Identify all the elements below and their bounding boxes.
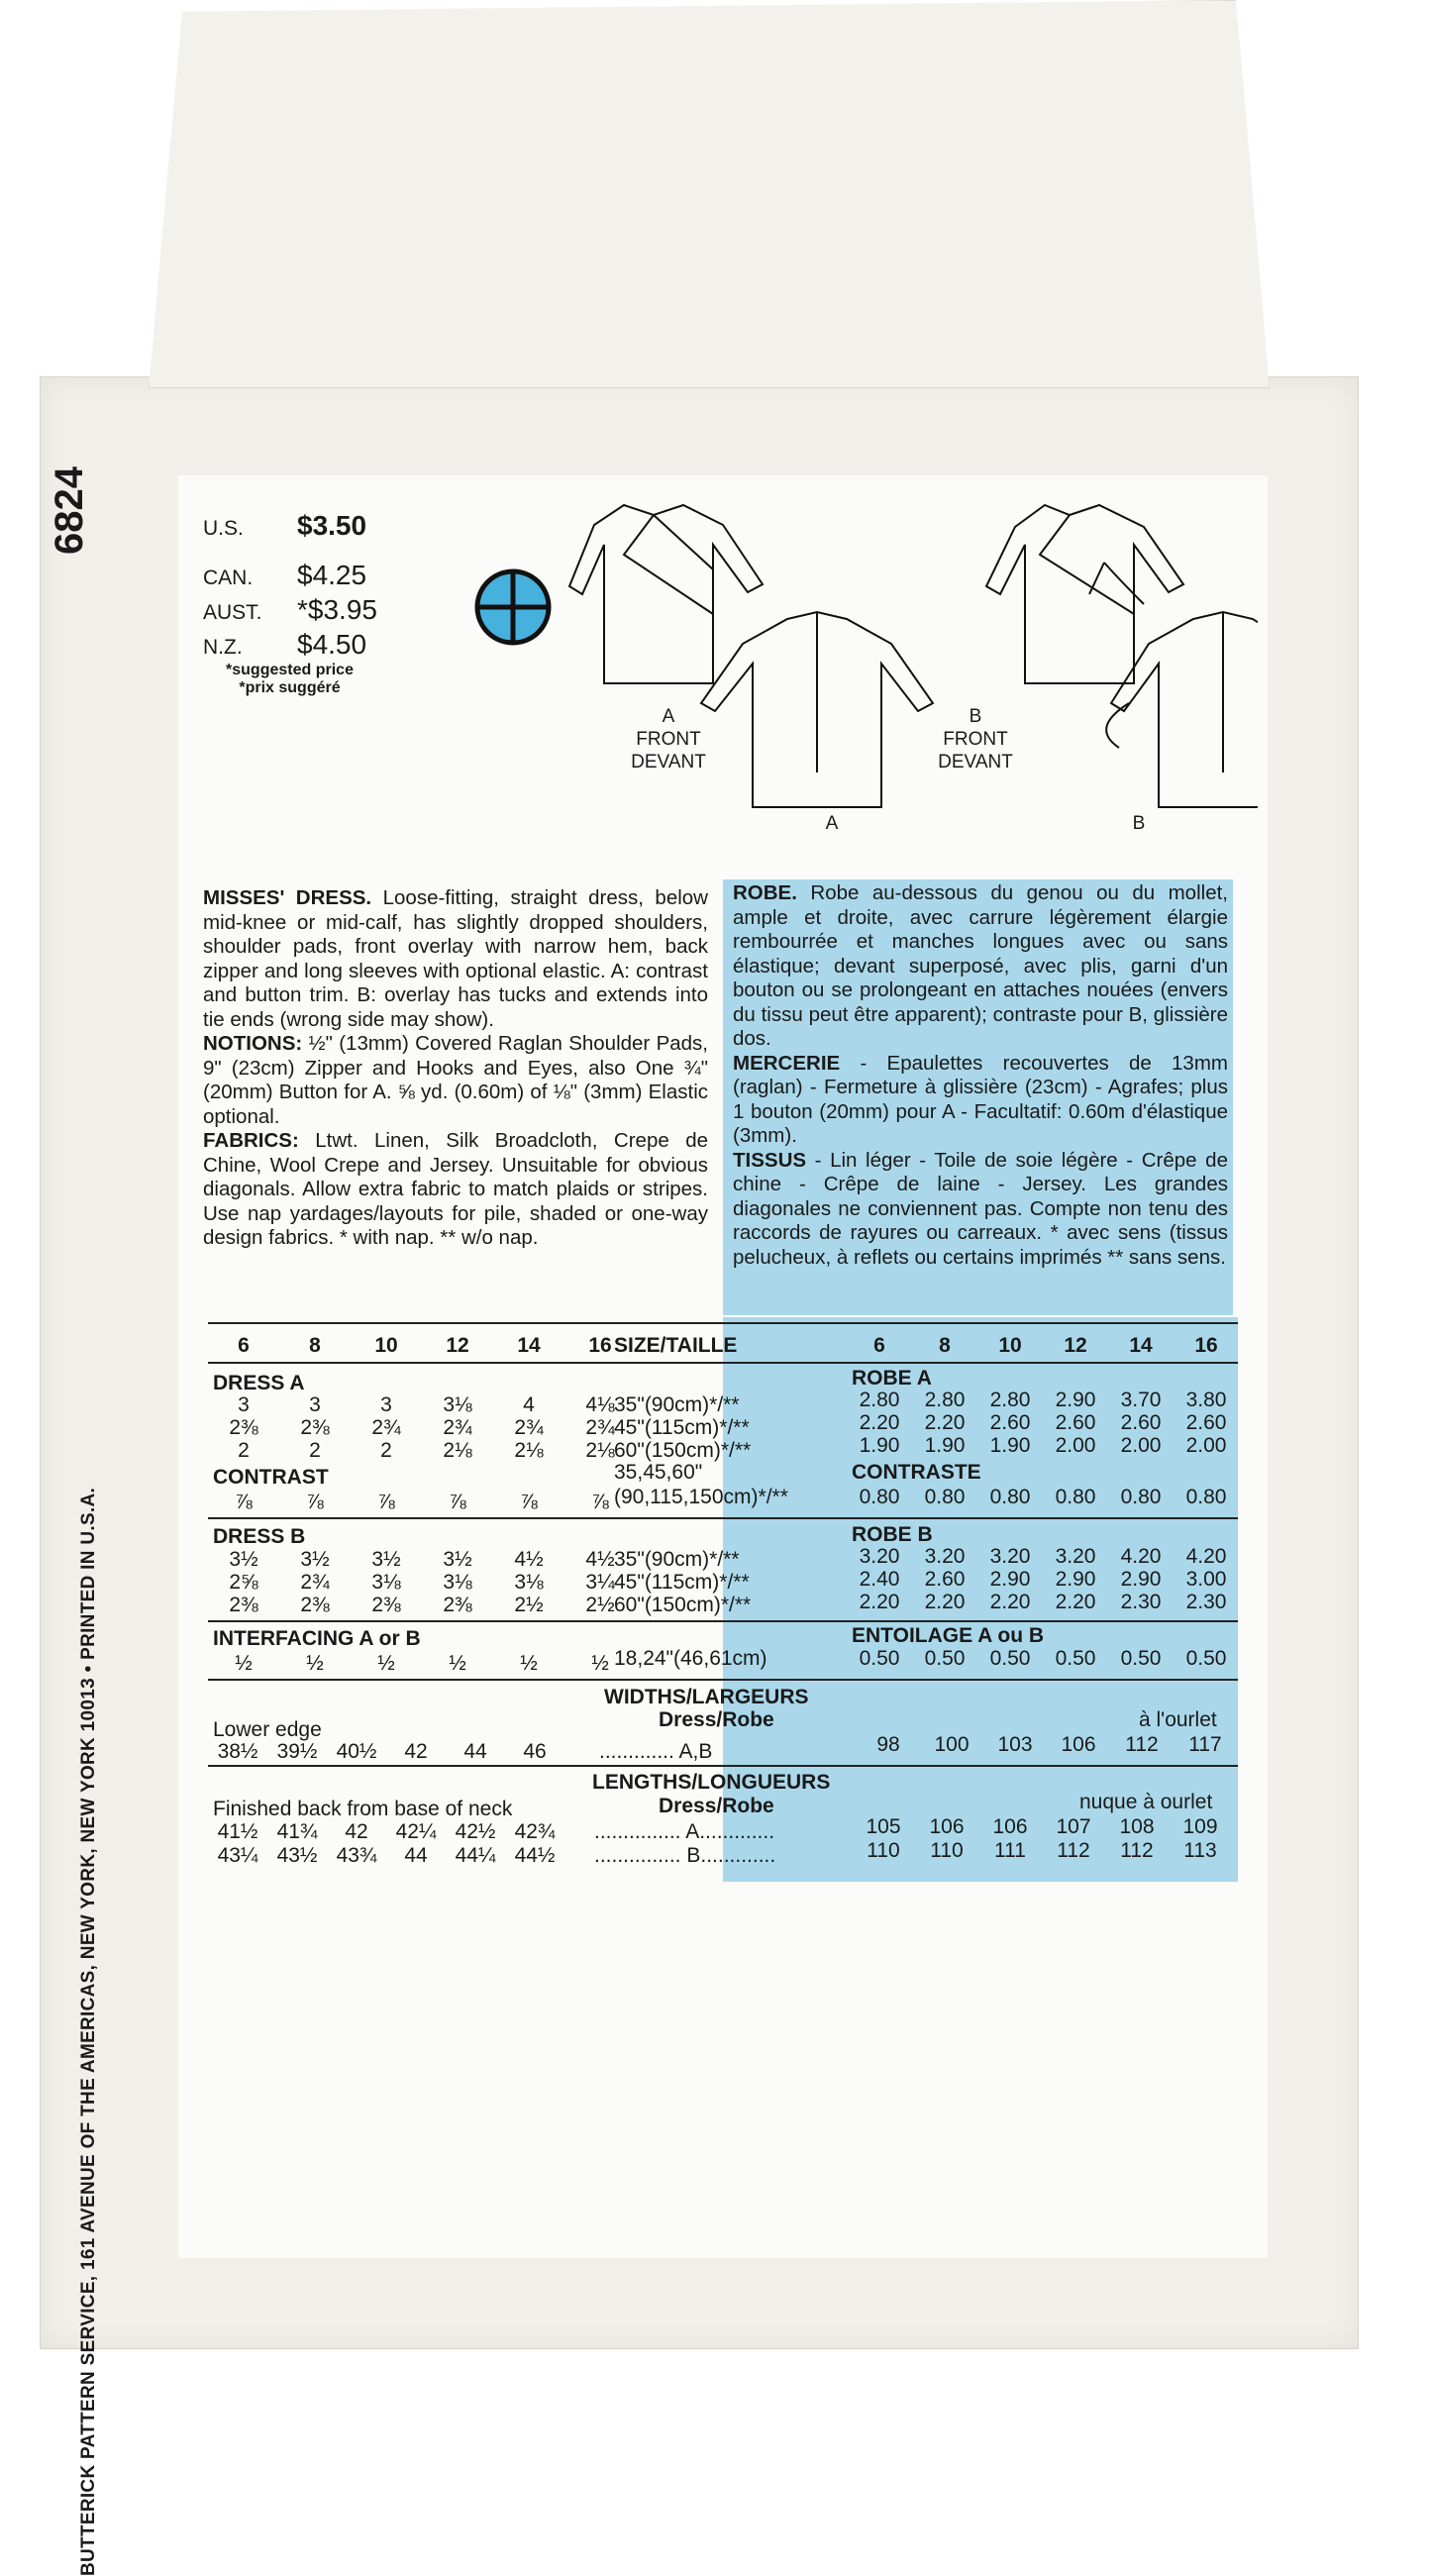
- dress-b-width: 35"(90cm)*/**: [614, 1548, 740, 1571]
- robe-b-title: ROBE B: [852, 1523, 933, 1546]
- size-header-us: 6 8 10 12 14 16: [238, 1334, 612, 1357]
- contrast-rule: [208, 1517, 1238, 1519]
- caption-a-front: A FRONT DEVANT: [631, 706, 706, 773]
- table-top-rule: [208, 1322, 1238, 1324]
- dress-a-back-drawing: [701, 612, 933, 807]
- lengths-b-mid: ............... B.............: [594, 1844, 776, 1867]
- widths-cm-row: 98 100 103 106 112 117: [876, 1733, 1222, 1756]
- dress-a-row: 2⅜ 2⅜ 2¾ 2¾ 2¾ 2¾: [229, 1416, 615, 1439]
- publisher-side-text: BUTTERICK PATTERN SERVICE, 161 AVENUE OF THE AMERICAS, NEW YORK, NEW YORK 10013 • PRINTED IN U.S.A.: [78, 1487, 99, 2576]
- lengths-b-cm-row: 110 110 111 112 112 113: [867, 1839, 1217, 1862]
- contrast-metric-row: 0.80 0.80 0.80 0.80 0.80 0.80: [859, 1486, 1227, 1508]
- dress-b-back-drawing: [1106, 612, 1258, 807]
- dress-b-title: DRESS B: [213, 1525, 306, 1548]
- contraste-title: CONTRASTE: [852, 1461, 981, 1484]
- size-label: SIZE/TAILLE: [614, 1334, 738, 1357]
- interfacing-title: INTERFACING A or B: [213, 1627, 421, 1650]
- price-aust: AUST. *$3.95: [203, 594, 377, 625]
- widths-left-label: Lower edge: [213, 1718, 322, 1741]
- widths-right-label: à l'ourlet: [1139, 1708, 1217, 1731]
- dress-b-metric-row: 3.20 3.20 3.20 3.20 4.20 4.20: [859, 1545, 1227, 1568]
- lengths-a-cm-row: 105 106 106 107 108 109: [866, 1815, 1218, 1838]
- envelope-flap: [149, 0, 1270, 388]
- dress-b-rule: [208, 1620, 1238, 1622]
- interfacing-width: 18,24"(46,61cm): [614, 1647, 767, 1670]
- widths-sub: Dress/Robe: [659, 1708, 774, 1731]
- caption-a-back: A: [825, 813, 839, 834]
- widths-title: WIDTHS/LARGEURS: [604, 1686, 809, 1708]
- lengths-a-row: 41½ 41¾ 42 42¼ 42½ 42¾: [217, 1820, 556, 1843]
- dress-a-width: 45"(115cm)*/**: [614, 1416, 750, 1439]
- caption-b-front: B FRONT DEVANT: [938, 706, 1013, 773]
- interfacing-row: ½ ½ ½ ½ ½ ½: [235, 1652, 609, 1675]
- dress-a-row: 3 3 3 3⅛ 4 4⅛: [238, 1393, 615, 1416]
- contrast-title: CONTRAST: [213, 1466, 329, 1489]
- contrast-width: (90,115,150cm)*/**: [614, 1486, 788, 1508]
- english-description: MISSES' DRESS. Loose-fitting, straight dress, below mid-knee or mid-calf, has slightly dropped shoulders, shoulder pads, front overlay with narrow hem, back zipper and long sleeves with optional elastic. A: contrast and button trim. B: overlay has tucks and extends into tie ends (wrong side may show). NOTIONS: ½" (13mm) Covered Raglan Shoulder Pads, 9" (23cm) Zipper and Hooks and Eyes, also One ¾" (20mm) Button for A. ⅝ yd. (0.60m) of ⅛" (3mm) Elastic optional. FABRICS: Ltwt. Linen, Silk Broadcloth, Crepe de Chine, Wool Crepe and Jersey. Unsuitable for obvious diagonals. Allow extra fabric to match plaids or stripes. Use nap yardages/layouts for pile, shaded or one-way design fabrics. * with nap. ** w/o nap.: [203, 886, 708, 1249]
- robe-a-title: ROBE A: [852, 1367, 932, 1390]
- interfacing-rule: [208, 1679, 1238, 1681]
- dress-a-width: 35"(90cm)*/**: [614, 1393, 740, 1416]
- dress-b-metric-row: 2.20 2.20 2.20 2.20 2.30 2.30: [859, 1591, 1227, 1613]
- lengths-title: LENGTHS/LONGUEURS: [592, 1771, 831, 1794]
- dress-b-front-drawing: [986, 505, 1183, 683]
- dress-a-width: 60"(150cm)*/**: [614, 1439, 752, 1462]
- size-header-metric: 6 8 10 12 14 16: [873, 1334, 1218, 1357]
- price-nz: N.Z. $4.50: [203, 629, 367, 660]
- widths-mid: ............. A,B: [599, 1740, 713, 1763]
- header-rule: [208, 1362, 1238, 1364]
- contrast-row: ⅞ ⅞ ⅞ ⅞ ⅞ ⅞: [235, 1491, 609, 1513]
- contrast-width-line1: 35,45,60": [614, 1461, 703, 1484]
- dress-a-metric-row: 1.90 1.90 1.90 2.00 2.00 2.00: [859, 1434, 1227, 1457]
- lengths-b-row: 43¼ 43½ 43¾ 44 44¼ 44½: [217, 1844, 556, 1867]
- lengths-sub: Dress/Robe: [659, 1795, 774, 1817]
- butterick-symbol-icon: [473, 567, 553, 647]
- lengths-right-label: nuque à ourlet: [1079, 1791, 1213, 1813]
- dress-a-metric-row: 2.80 2.80 2.80 2.90 3.70 3.80: [859, 1389, 1227, 1411]
- lengths-left-label: Finished back from base of neck: [213, 1798, 513, 1820]
- dress-a-title: DRESS A: [213, 1372, 305, 1394]
- dress-b-row: 2⅜ 2⅜ 2⅜ 2⅜ 2½ 2½: [229, 1594, 615, 1616]
- dress-b-row: 3½ 3½ 3½ 3½ 4½ 4½: [229, 1548, 615, 1571]
- dress-b-row: 2⅝ 2¾ 3⅛ 3⅛ 3⅛ 3¼: [229, 1571, 615, 1594]
- interfacing-metric-row: 0.50 0.50 0.50 0.50 0.50 0.50: [859, 1647, 1227, 1670]
- dress-a-metric-row: 2.20 2.20 2.60 2.60 2.60 2.60: [859, 1411, 1227, 1434]
- widths-rule: [208, 1765, 1238, 1767]
- price-note: *suggested price *prix suggéré: [226, 662, 354, 696]
- entoilage-title: ENTOILAGE A ou B: [852, 1624, 1045, 1647]
- widths-us-row: 38½ 39½ 40½ 42 44 46: [217, 1740, 547, 1763]
- dress-b-width: 60"(150cm)*/**: [614, 1594, 752, 1616]
- caption-b-back: B: [1132, 813, 1146, 834]
- dress-a-row: 2 2 2 2⅛ 2⅛ 2⅛: [238, 1439, 615, 1462]
- french-description: ROBE. Robe au-dessous du genou ou du mollet, ample et droite, avec carrure légèrement élargie rembourrée et manches longues avec ou sans élastique; devant superposé, avec plis, garni d'un bouton ou se prolongeant en attaches nouées (envers du tissu peut être apparent); contraste pour B, glissière dos. MERCERIE - Epaulettes recouvertes de 13mm (raglan) - Fermeture à glissière (23cm) - Agrafes; plus 1 bouton (20mm) pour A - Facultatif: 0.60m d'élastique (3mm). TISSUS - Lin léger - Toile de soie légère - Crêpe de chine - Crêpe de laine - Jersey. Les grandes diagonales ne conviennent pas. Compte non tenu des raccords de rayures ou carreaux. * avec sens (tissus pelucheux, à reflets ou certains imprimés ** sans sens.: [733, 881, 1228, 1269]
- pattern-number: 6824: [48, 466, 91, 555]
- lengths-a-mid: ............... A.............: [594, 1820, 775, 1843]
- price-can: CAN. $4.25: [203, 560, 367, 590]
- price-us: U.S. $3.50: [203, 510, 367, 541]
- dress-b-width: 45"(115cm)*/**: [614, 1571, 750, 1594]
- dress-b-metric-row: 2.40 2.60 2.90 2.90 2.90 3.00: [859, 1568, 1227, 1591]
